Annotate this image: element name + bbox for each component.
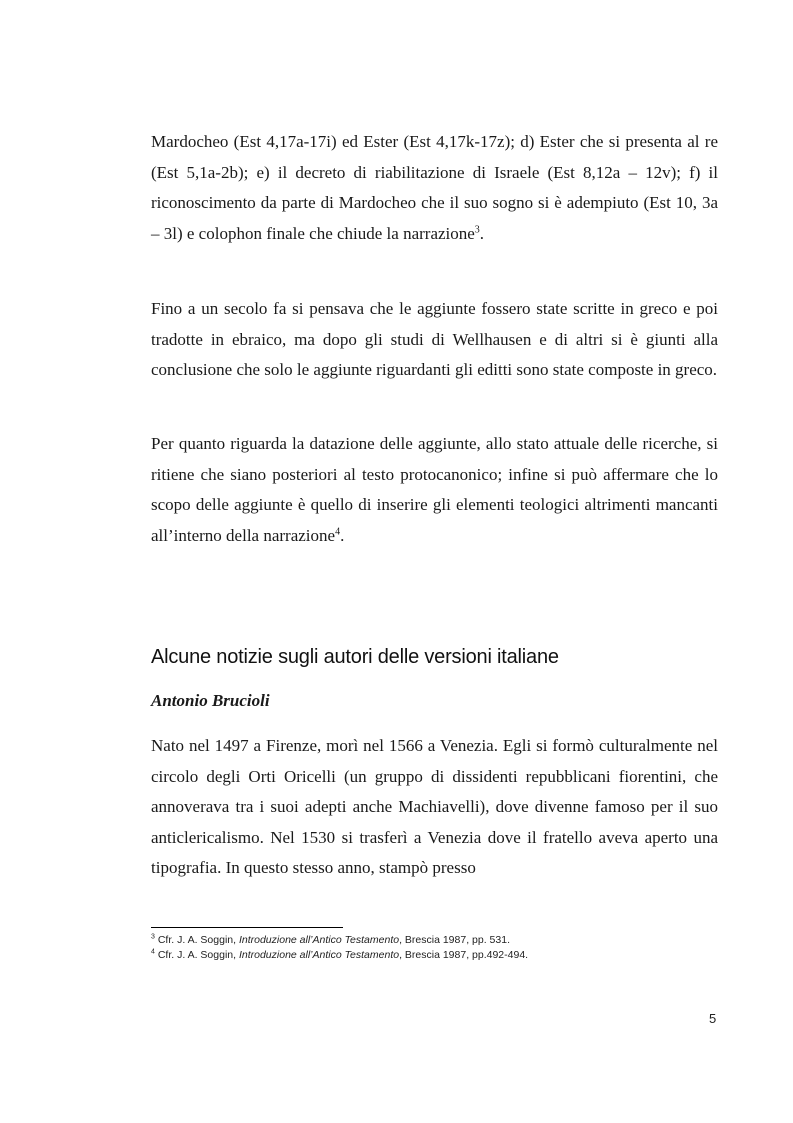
author-subheading: Antonio Brucioli [151, 691, 270, 710]
footnote-separator [151, 927, 343, 928]
footnote-book-title: Introduzione all’Antico Testamento [238, 949, 400, 961]
paragraph-esther-additions-list [151, 127, 718, 249]
footnote-number: 4 [151, 948, 155, 956]
footnote-3 [151, 933, 711, 948]
footnote-book-title: Introduzione all’Antico Testamento [238, 934, 400, 946]
paragraph-end: . [340, 525, 345, 545]
paragraph-text: Mardocheo (Est 4,17a-17i) ed Ester (Est 4,17k-17z); d) Ester che si presenta al re (Est 5,1a-2b); e) il decreto di riabilitazione di Israele (Est 8,12a – 12v); f) il riconoscimento da parte di Mardocheo che il suo sogno si è adempiuto (Est 10, 3a – 3l) e colophon finale che chiude la narrazione [151, 132, 718, 243]
section-heading: Alcune notizie sugli autori delle versioni italiane [151, 646, 559, 668]
paragraph-dating [151, 429, 718, 551]
paragraph-brucioli-bio: Nato nel 1497 a Firenze, morì nel 1566 a Venezia. Egli si formò culturalmente nel circolo degli Orti Oricelli (un gruppo di dissidenti repubblicani fiorentini, che annoverava tra i suoi adepti anche Machiavelli), dove divenne famoso per il suo anticlericalismo. Nel 1530 si trasferì a Venezia dove il fratello aveva aperto una tipografia. In questo stesso anno, stampò presso [151, 736, 718, 877]
footnote-4 [151, 948, 711, 963]
paragraph-greek-origin: Fino a un secolo fa si pensava che le aggiunte fossero state scritte in greco e poi tradotte in ebraico, ma dopo gli studi di Wellhausen e di altri si è giunti alla conclusione che solo le aggiunte riguardanti gli editti sono state composte in greco. [151, 299, 718, 379]
footnote-suffix: , Brescia 1987, pp.492-494. [399, 949, 529, 961]
footnote-ref-3[interactable]: 3 [474, 223, 480, 235]
footnote-number: 3 [151, 933, 155, 941]
page-number: 5 [709, 1011, 717, 1026]
footnote-prefix: Cfr. J. A. Soggin, [154, 934, 239, 946]
paragraph-end: . [479, 223, 485, 243]
paragraph-text: Per quanto riguarda la datazione delle aggiunte, allo stato attuale delle ricerche, si ritiene che siano posteriori al testo protocanonico; infine si può affermare che lo scopo delle aggiunte è quello di inserire gli elementi teologici altrimenti mancanti all’interno della narrazione [151, 434, 718, 545]
footnote-ref-4[interactable]: 4 [335, 525, 341, 537]
footnote-suffix: , Brescia 1987, pp. 531. [399, 934, 510, 946]
footnote-prefix: Cfr. J. A. Soggin, [154, 949, 239, 961]
footnotes [151, 933, 711, 963]
